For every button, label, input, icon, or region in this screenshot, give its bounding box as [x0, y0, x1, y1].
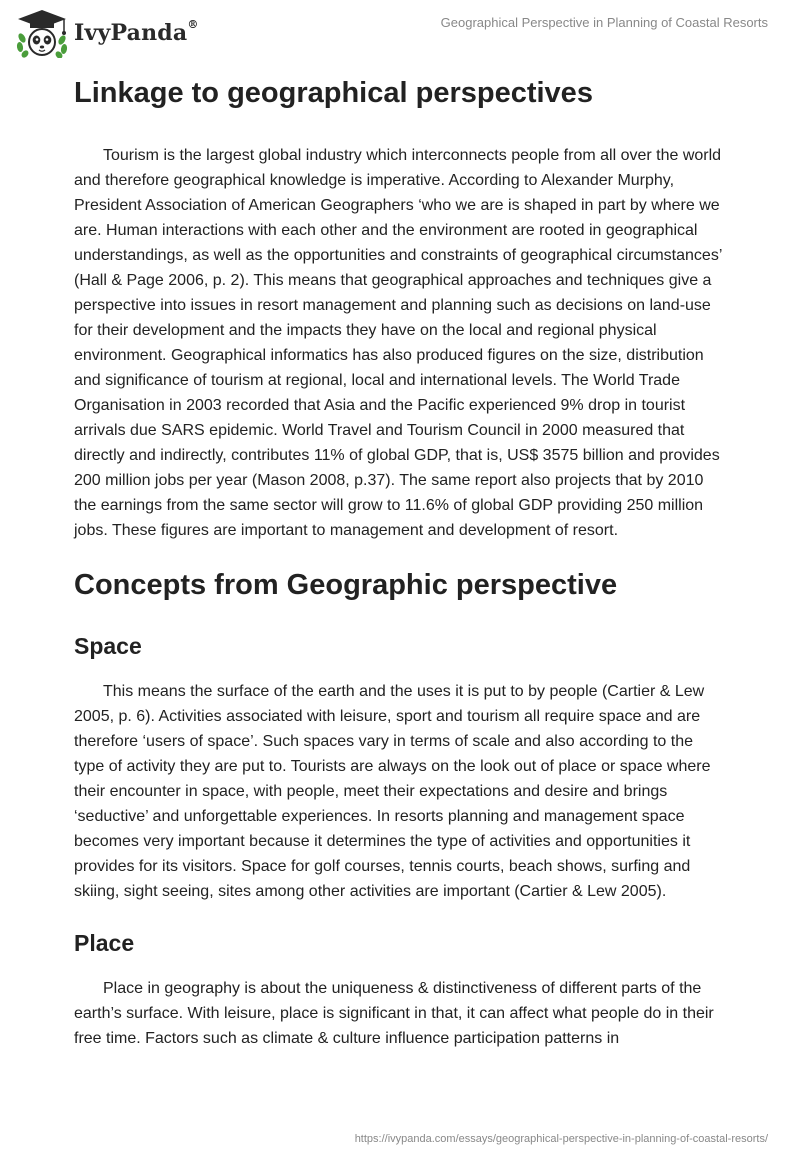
- essay-content: [74, 70, 726, 1051]
- paragraph-linkage: Tourism is the largest global industry which interconnects people from all over the world and therefore geographical knowledge is imperative. According to Alexander Murphy, President Association of American Geographers ‘who we are is shaped in part by where we are. Human interactions with each other and the environment are rooted in geographical understandings, as well as the opportunities and constraints of geographical circumstances’ (Hall & Page 2006, p. 2). This means that geographical approaches and techniques give a perspective into issues in resort management and planning such as decisions on land-use for their development and the impacts they have on the local and regional physical environment. Geographical informatics has also produced figures on the size, distribution and significance of tourism at regional, local and international levels. The World Trade Organisation in 2003 recorded that Asia and the Pacific experienced 9% drop in tourist arrivals due SARS epidemic. World Travel and Tourism Council in 2000 measured that directly and indirectly, contributes 11% of global GDP, that is, US$ 3575 billion and provides 200 million jobs per year (Mason 2008, p.37). The same report also projects that by 2010 the earnings from the same sector will grow to 11.6% of global GDP providing 250 million jobs. These figures are important to management and development of resort.: [74, 147, 722, 539]
- heading-place: Place: [74, 930, 135, 956]
- source-url[interactable]: https://ivypanda.com/essays/geographical-perspective-in-planning-of-coastal-resorts/: [354, 1133, 768, 1145]
- heading-linkage: Linkage to geographical perspectives: [74, 77, 593, 109]
- panda-graduate-icon: [14, 8, 70, 58]
- ivypanda-logo[interactable]: [14, 8, 199, 58]
- heading-concepts: Concepts from Geographic perspective: [74, 569, 618, 601]
- heading-space: Space: [74, 633, 142, 659]
- page-header: [0, 0, 800, 70]
- document-title: Geographical Perspective in Planning of Coastal Resorts: [440, 15, 768, 30]
- logo-text: IvyPanda®: [74, 18, 199, 46]
- paragraph-space: This means the surface of the earth and the uses it is put to by people (Cartier & Lew 2005, p. 6). Activities associated with leisure, sport and tourism all require space and are therefore ‘users of space’. Such spaces vary in terms of scale and also according to the type of activity they are put to. Tourists are always on the look out of place or space where their encounter in space, with people, meet their expectations and desire and brings ‘seductive’ and unforgettable experiences. In resorts planning and management space becomes very important because it determines the type of activities and opportunities it provides for its visitors. Space for golf courses, tennis courts, beach shows, surfing and skiing, sight seeing, sites among other activities are important (Cartier & Lew 2005).: [74, 683, 711, 900]
- paragraph-place: Place in geography is about the uniqueness & distinctiveness of different parts of the earth’s surface. With leisure, place is significant in that, it can affect what people do in their free time. Factors such as climate & culture influence participation patterns in: [74, 980, 714, 1047]
